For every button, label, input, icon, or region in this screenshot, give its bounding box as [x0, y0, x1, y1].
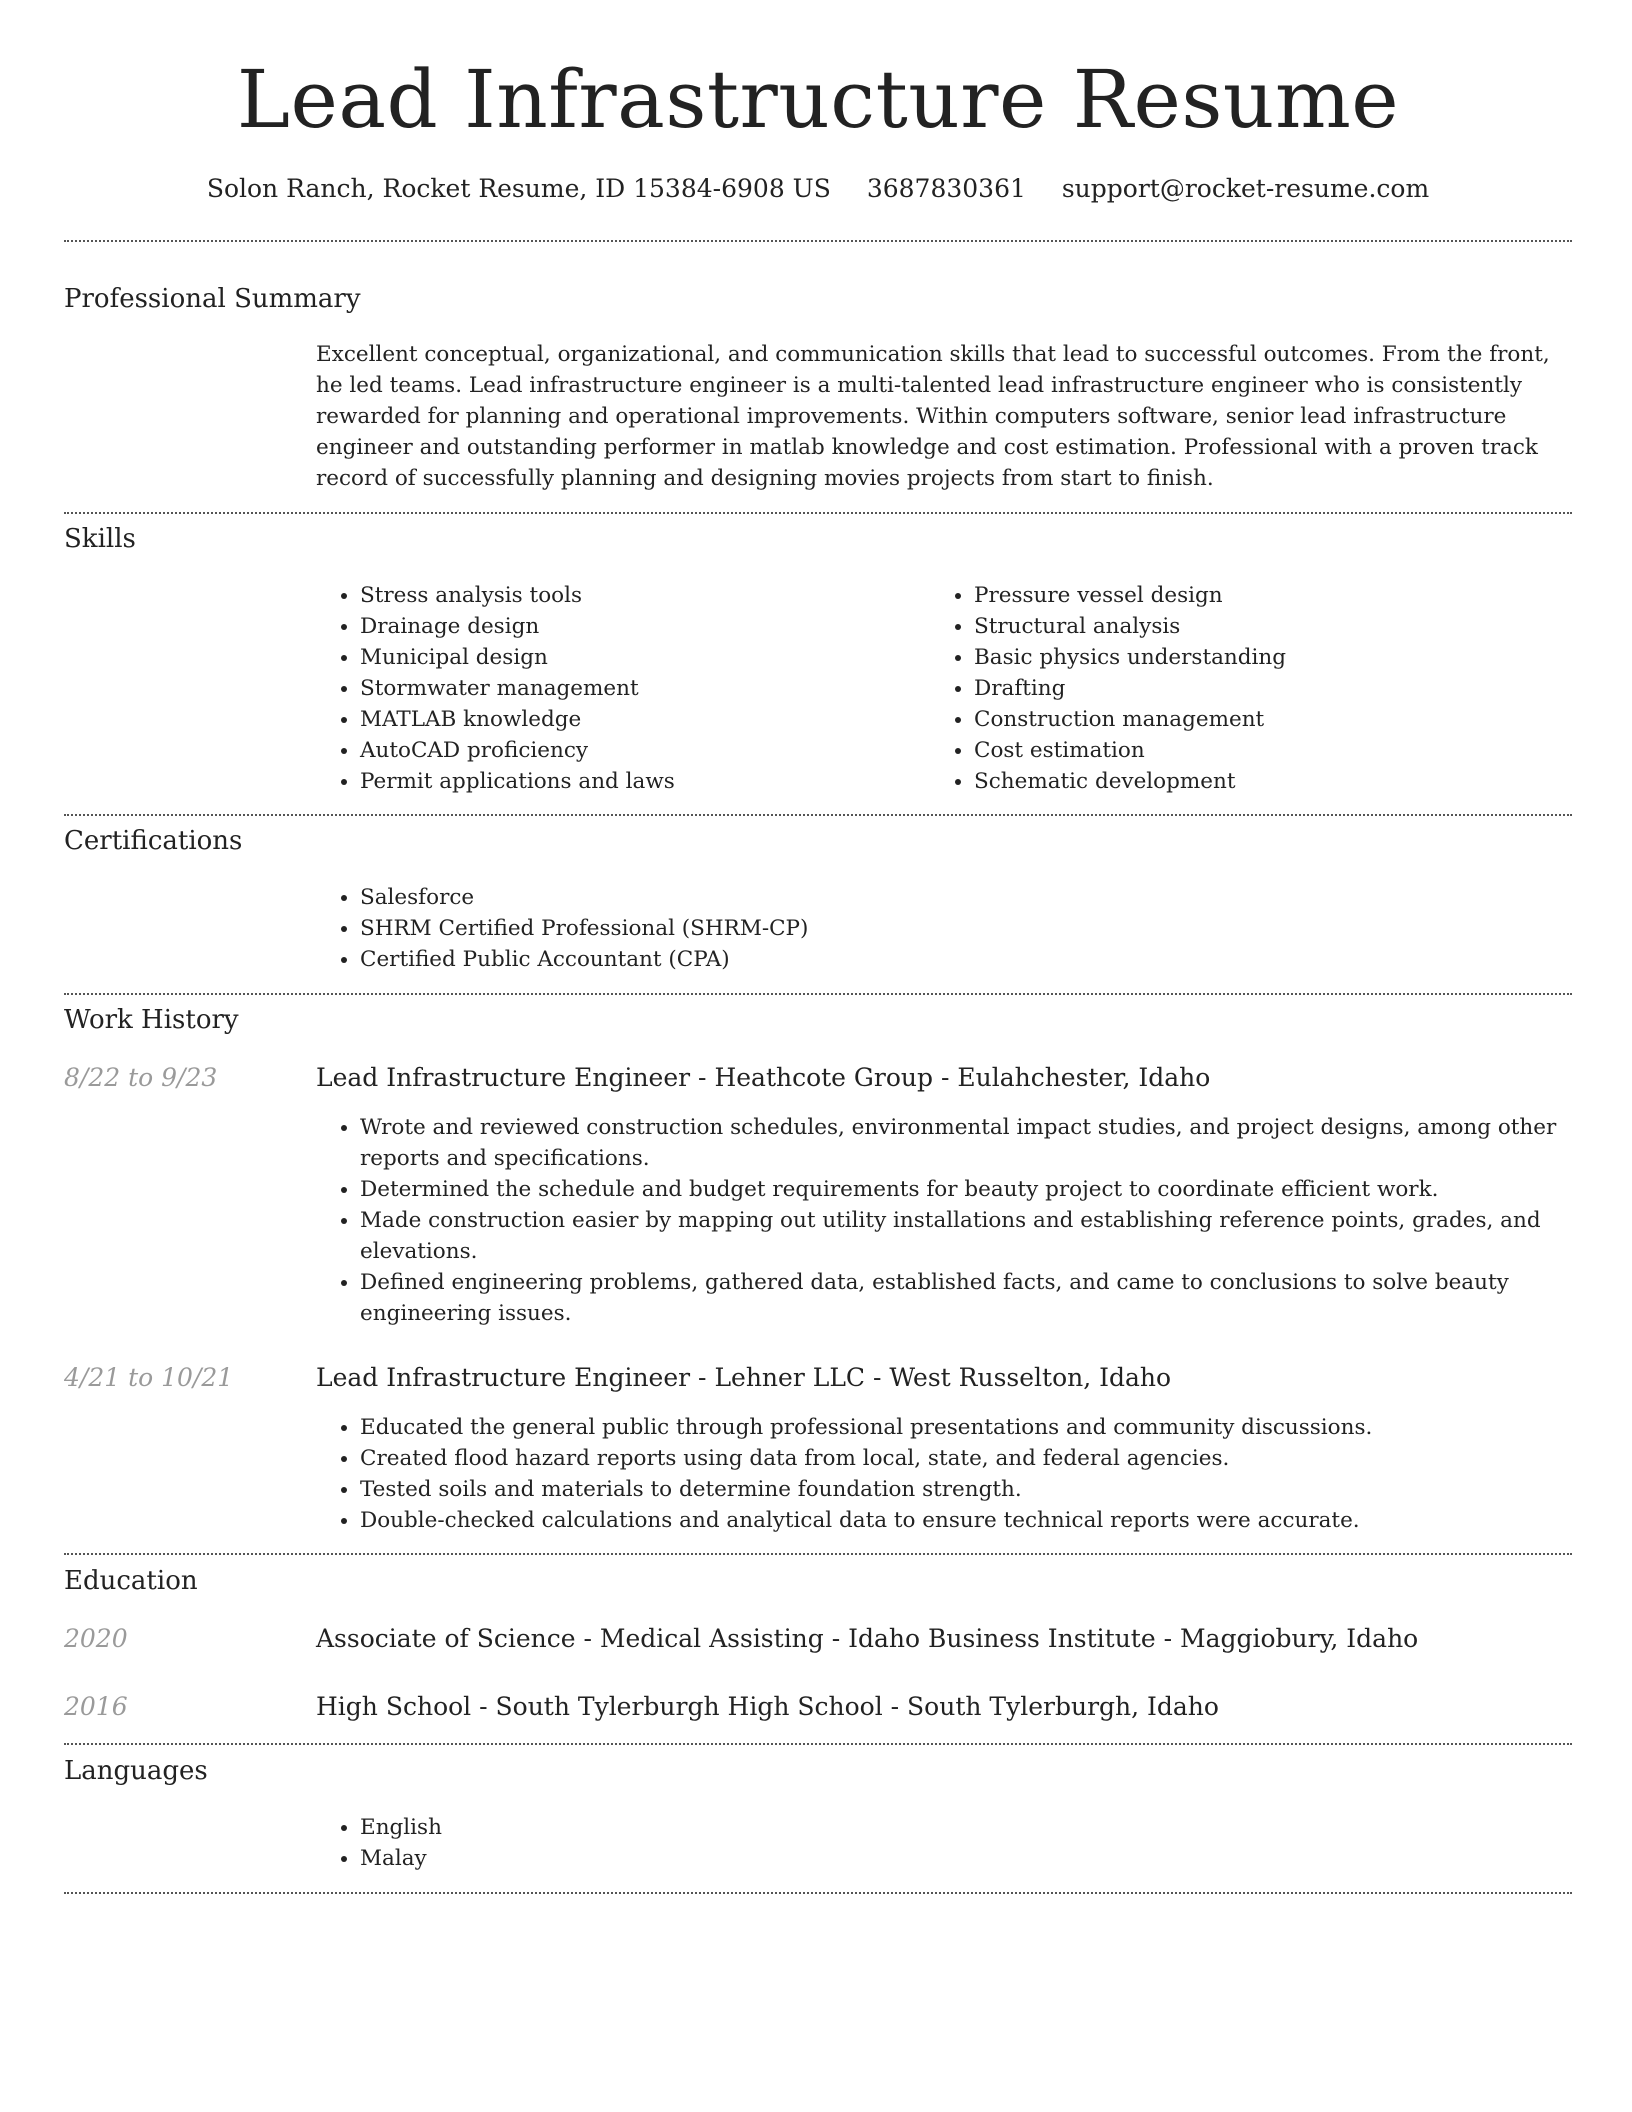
divider [64, 1553, 1572, 1555]
certification-item: • Certified Public Accountant (CPA) [360, 944, 1572, 975]
skill-item: • Municipal design [360, 642, 916, 673]
skill-item: • Stormwater management [360, 673, 916, 704]
education-year: 2016 [64, 1692, 128, 1721]
education-year: 2020 [64, 1624, 128, 1653]
section-heading-work-history: Work History [64, 1005, 239, 1035]
languages-section [316, 1812, 1572, 1874]
skill-item: • Basic physics understanding [974, 642, 1550, 673]
language-item: • English [360, 1812, 1572, 1843]
certification-item: • Salesforce [360, 882, 1572, 913]
job-bullet: • Tested soils and materials to determine foundation strength. [360, 1474, 1572, 1505]
skill-item: • Drainage design [360, 611, 916, 642]
contact-address: Solon Ranch, Rocket Resume, ID 15384-6908 US [206, 174, 831, 203]
job-bullet: • Determined the schedule and budget requirements for beauty project to coordinate efficient work. [360, 1174, 1572, 1205]
summary-text: Excellent conceptual, organizational, and communication skills that lead to successful outcomes. From the front, he led teams. Lead infrastructure engineer is a multi-talented lead infrastructure engineer who is consistently rewarded for planning and operational improvements. Within computers software, senior lead infrastructure engineer and outstanding performer in matlab knowledge and cost estimation. Professional with a proven track record of successfully planning and designing movies projects from start to finish. [316, 342, 1550, 491]
job-bullets [316, 1412, 1572, 1536]
education-title: High School - South Tylerburgh High School - South Tylerburgh, Idaho [316, 1692, 1219, 1721]
job-dates: 4/21 to 10/21 [64, 1363, 234, 1392]
job-bullet: • Educated the general public through professional presentations and community discussions. [360, 1412, 1572, 1443]
divider [64, 240, 1572, 242]
skill-item: • Drafting [974, 673, 1550, 704]
divider [64, 1743, 1572, 1745]
job-bullet: • Made construction easier by mapping out utility installations and establishing reference points, grades, and elevations. [360, 1205, 1572, 1267]
skill-item: • Pressure vessel design [974, 580, 1550, 611]
section-heading-skills: Skills [64, 524, 136, 554]
skills-column-right [930, 580, 1550, 797]
job-bullet: • Created flood hazard reports using data from local, state, and federal agencies. [360, 1443, 1572, 1474]
resume-title: Lead Infrastructure Resume [236, 53, 1400, 146]
skill-item: • Structural analysis [974, 611, 1550, 642]
section-heading-certifications: Certifications [64, 826, 243, 856]
job-title: Lead Infrastructure Engineer - Lehner LLC - West Russelton, Idaho [316, 1363, 1172, 1392]
job-bullets [316, 1112, 1572, 1329]
section-heading-languages: Languages [64, 1756, 208, 1786]
skills-column-left [316, 580, 916, 797]
skills-section [316, 580, 1572, 800]
contact-phone: 3687830361 [866, 174, 1026, 203]
skill-item: • Schematic development [974, 766, 1550, 797]
skill-item: • MATLAB knowledge [360, 704, 916, 735]
skill-item: • Construction management [974, 704, 1550, 735]
section-heading-education: Education [64, 1566, 198, 1596]
skill-item: • Stress analysis tools [360, 580, 916, 611]
skill-item: • Cost estimation [974, 735, 1550, 766]
job-bullet: • Wrote and reviewed construction schedules, environmental impact studies, and project designs, among other reports and specifications. [360, 1112, 1572, 1174]
divider [64, 814, 1572, 816]
job-bullet: • Defined engineering problems, gathered data, established facts, and came to conclusions to solve beauty engineering issues. [360, 1267, 1572, 1329]
divider [64, 512, 1572, 514]
divider [64, 1892, 1572, 1894]
job-dates: 8/22 to 9/23 [64, 1063, 218, 1092]
section-heading-summary: Professional Summary [64, 284, 361, 314]
certifications-section [316, 882, 1572, 975]
summary-section [316, 339, 1572, 494]
contact-email: support@rocket-resume.com [1061, 174, 1430, 203]
education-title: Associate of Science - Medical Assisting - Idaho Business Institute - Maggiobury, Idaho [316, 1624, 1419, 1653]
certification-item: • SHRM Certified Professional (SHRM-CP) [360, 913, 1572, 944]
skill-item: • Permit applications and laws [360, 766, 916, 797]
skill-item: • AutoCAD proficiency [360, 735, 916, 766]
job-title: Lead Infrastructure Engineer - Heathcote Group - Eulahchester, Idaho [316, 1063, 1211, 1092]
contact-line [64, 172, 1572, 206]
job-bullet: • Double-checked calculations and analytical data to ensure technical reports were accurate. [360, 1505, 1572, 1536]
divider [64, 993, 1572, 995]
language-item: • Malay [360, 1843, 1572, 1874]
